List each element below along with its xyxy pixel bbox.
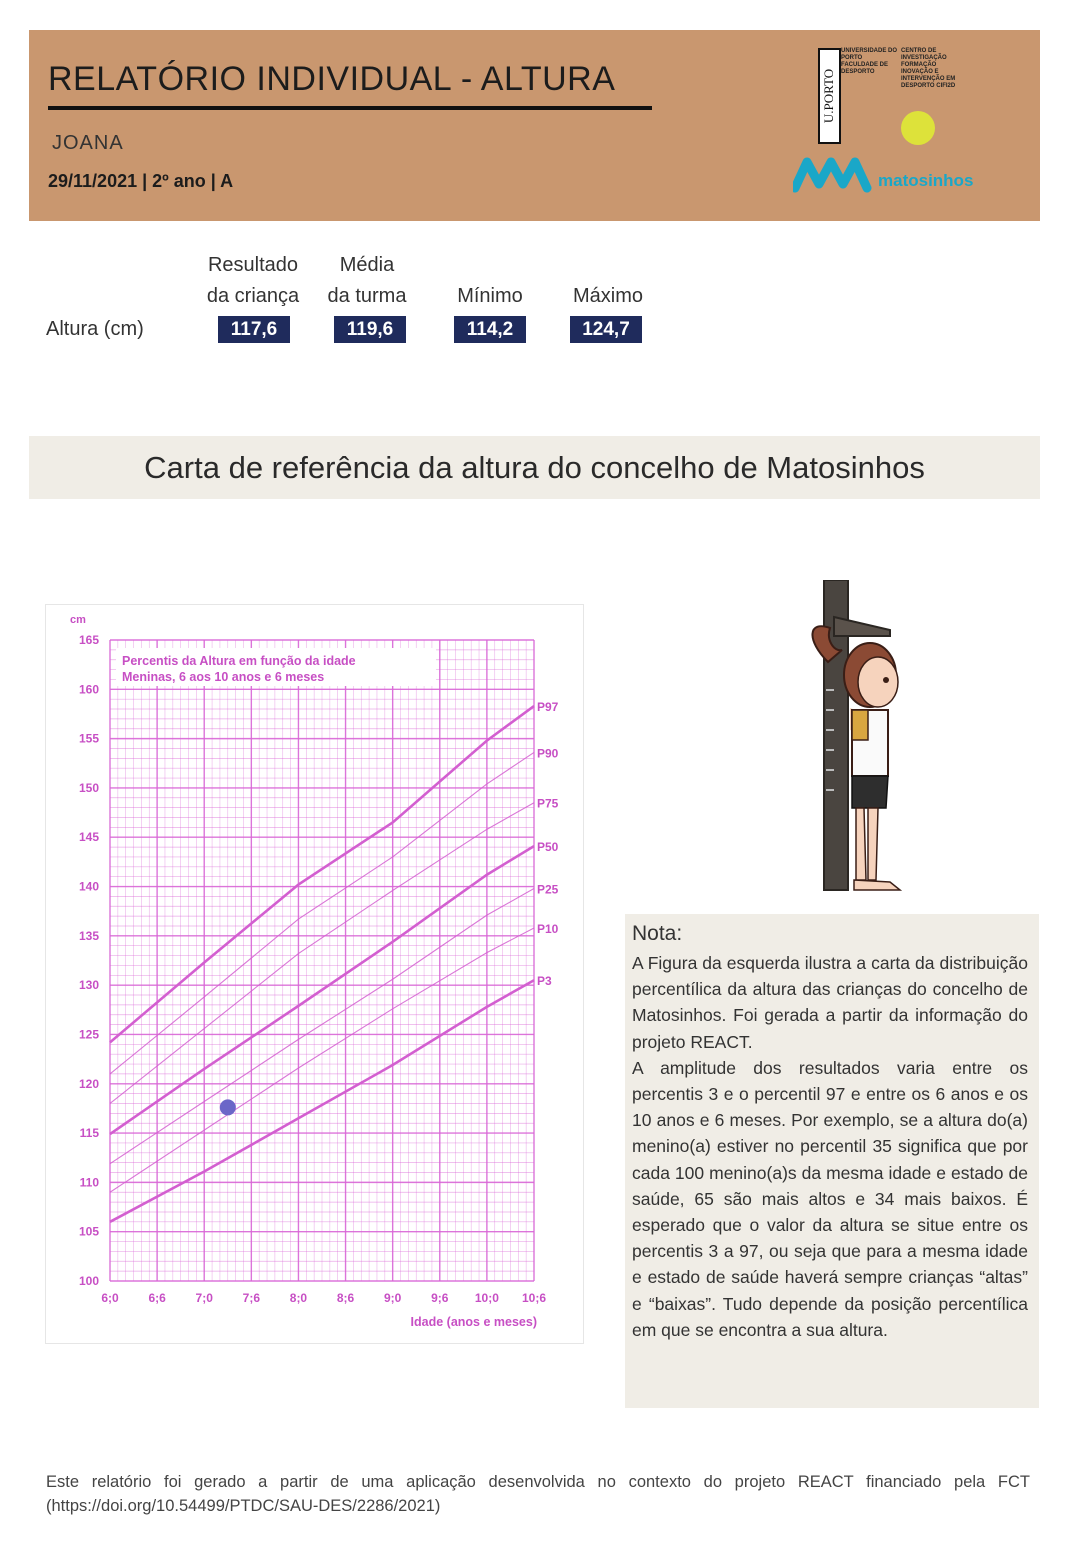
- result-row-label: Altura (cm): [46, 318, 144, 340]
- matosinhos-logo-text: matosinhos: [878, 171, 974, 190]
- note-title: Nota:: [632, 922, 683, 945]
- footer-text: Este relatório foi gerado a partir de uma aplicação desenvolvida no contexto do projeto REACT financiado pela FCT (https://doi.org/10.54499/PTDC/SAU-DES/2286/2021): [46, 1473, 1030, 1515]
- x-tick-label: 9;6: [431, 1291, 449, 1305]
- result-label-min: Mínimo: [457, 285, 523, 307]
- y-tick-label: 140: [78, 879, 99, 894]
- result-label-child: Resultado da criança: [206, 254, 300, 307]
- series-label-p50: P50: [537, 840, 559, 855]
- chart-title: Percentis da Altura em função da idade: [122, 654, 356, 668]
- result-value-class-mean: 119,6: [334, 316, 406, 343]
- student-name: JOANA: [52, 132, 124, 154]
- y-tick-label: 155: [78, 731, 99, 746]
- uporto-logo: U.PORTO: [818, 48, 841, 144]
- section-title: Carta de referência da altura do concelho de Matosinhos: [29, 436, 1040, 499]
- note-text: A Figura da esquerda ilustra a carta da distribuição percentílica da altura das crianças do concelho de Matosinhos. Foi gerada a partir da informação do projeto REACT. A amplitude dos resultados varia entre os percentis 3 e o percentil 97 e entre os 6 anos e os 10 anos e 6 meses. Por exemplo, se a altura do(a) menino(a) estiver no percentil 35 significa que por cada 100 menino(a)s da mesma idade e estado de saúde, 65 são mais altos e 34 mais baixos. É esperado que o valor da altura se situe entre os percentis 3 a 97, ou seja que para a mesma idade e estado de saúde haverá sempre crianças “altas” e “baixas”. Tudo depende da posição percentílica em que se encontra a sua altura.: [632, 953, 1028, 1340]
- y-tick-label: 145: [78, 830, 99, 845]
- fade-logo-text: UNIVERSIDADE DO PORTO FACULDADE DE DESPORTO: [841, 48, 898, 75]
- x-tick-label: 8;6: [336, 1291, 355, 1305]
- report-header: [29, 30, 1040, 221]
- series-label-p25: P25: [537, 882, 559, 897]
- percentile-chart: [45, 604, 584, 1344]
- series-label-p90: P90: [537, 746, 559, 761]
- cifi2d-logo-text: CENTRO DE INVESTIGAÇÃO FORMAÇÃO INOVAÇÃO E INTERVENÇÃO EM DESPORTO CIFI2D: [901, 48, 956, 89]
- series-label-p75: P75: [537, 796, 559, 811]
- x-tick-label: 7;0: [195, 1291, 213, 1305]
- result-value-max: 124,7: [570, 316, 642, 343]
- y-tick-label: 115: [79, 1126, 99, 1141]
- x-tick-label: 10;6: [521, 1291, 547, 1305]
- result-value-min: 114,2: [454, 316, 526, 343]
- series-label-p3: P3: [537, 974, 552, 989]
- x-tick-label: 8;0: [289, 1291, 308, 1305]
- y-tick-label: 150: [78, 780, 99, 795]
- girl-measuring-height-illustration: [790, 580, 930, 900]
- y-tick-label: 120: [78, 1076, 99, 1091]
- chart-subtitle: Meninas, 6 aos 10 anos e 6 meses: [122, 670, 325, 684]
- result-label-class-mean: Média da turma: [327, 254, 407, 307]
- y-tick-label: 135: [78, 928, 99, 943]
- child-height-marker: [220, 1099, 236, 1115]
- result-label-max: Máximo: [572, 285, 643, 307]
- y-tick-label: 110: [79, 1175, 99, 1190]
- y-tick-label: 125: [78, 1027, 99, 1042]
- x-tick-label: 10;0: [474, 1291, 499, 1305]
- result-value-child: 117,6: [218, 316, 290, 343]
- cifi2d-logo-dot: [901, 111, 935, 145]
- y-tick-label: 100: [78, 1274, 99, 1288]
- report-title: RELATÓRIO INDIVIDUAL - ALTURA: [48, 60, 616, 98]
- title-underline: [48, 106, 652, 110]
- percentile-chart-svg: [46, 605, 583, 1343]
- series-label-p10: P10: [537, 921, 559, 936]
- y-tick-label: 105: [78, 1224, 99, 1239]
- x-tick-label: 9;0: [383, 1291, 402, 1305]
- report-meta: 29/11/2021 | 2º ano | A: [48, 171, 234, 191]
- series-label-p97: P97: [537, 700, 559, 715]
- y-axis-label: cm: [70, 614, 86, 626]
- y-tick-label: 130: [78, 978, 99, 993]
- x-tick-label: 6;6: [148, 1291, 166, 1305]
- note-box: [625, 914, 1039, 1408]
- y-tick-label: 165: [78, 633, 99, 647]
- y-tick-label: 160: [78, 682, 99, 697]
- matosinhos-logo-mark: [793, 154, 873, 194]
- x-tick-label: 7;6: [242, 1291, 261, 1305]
- x-axis-label: Idade (anos e meses): [410, 1315, 537, 1329]
- x-tick-label: 6;0: [101, 1291, 119, 1305]
